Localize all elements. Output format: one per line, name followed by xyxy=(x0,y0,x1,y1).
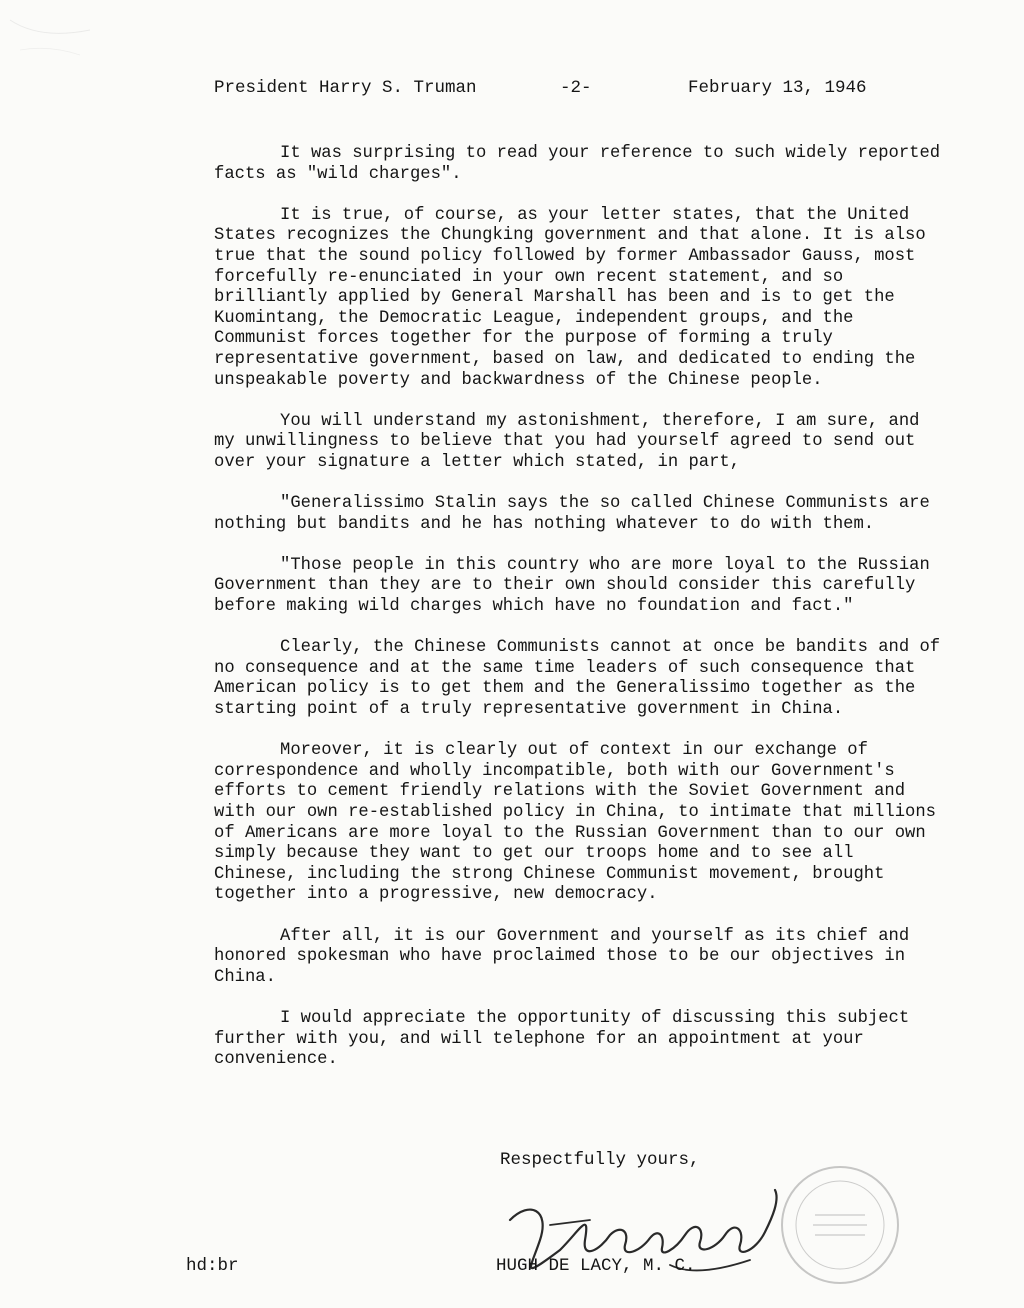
quoted-paragraph: "Those people in this country who are more loyal to the Russian Government than they are to their own should consider this carefully before making wild charges which have no foundation and fact." xyxy=(214,555,930,617)
letter-date: February 13, 1946 xyxy=(688,78,867,98)
closing-salutation: Respectfully yours, xyxy=(500,1150,700,1170)
recipient-line: President Harry S. Truman xyxy=(214,78,477,98)
paragraph: Clearly, the Chinese Communists cannot at once be bandits and of no consequence and at the same time leaders of such consequence that American policy is to get them and the Generalissimo together as the starting point of a truly representative government in China. xyxy=(214,638,941,720)
typist-initials: hd:br xyxy=(186,1256,239,1276)
paragraph: It is true, of course, as your letter states, that the United States recognizes the Chungking government and that alone. It is also true that the sound policy followed by former Ambassador Gauss, most forcefully re-enunciated in your own recent statement, and so brilliantly applied by General Marshall has been and is to get the Kuomintang, the Democratic League, independent groups, and the Communist forces together for the purpose of forming a truly representative government, based on law, and dedicated to ending the unspeakable poverty and backwardness of the Chinese people. xyxy=(214,205,926,390)
quoted-paragraph: "Generalissimo Stalin says the so called Chinese Communists are nothing but bandits and he has nothing whatever to do with them. xyxy=(214,494,930,534)
paper-smudge xyxy=(0,10,120,70)
paragraph: After all, it is our Government and yourself as its chief and honored spokesman who have proclaimed those to be our objectives in China. xyxy=(214,926,910,987)
paragraph: Moreover, it is clearly out of context in our exchange of correspondence and wholly incompatible, both with our Government's efforts to cement friendly relations with the Soviet Government and with our own re-established policy in China, to intimate that millions of Americans are more loyal to the Russian Government than to our own simply because they want to get our troops home and to see all Chinese, including the strong Chinese Communist movement, brought together into a progressive, new democracy. xyxy=(214,741,936,905)
paragraph: I would appreciate the opportunity of discussing this subject further with you, and will telephone for an appointment at your convenience. xyxy=(214,1008,910,1070)
signer-name: HUGH DE LACY, M. C. xyxy=(496,1256,696,1276)
letter-header xyxy=(214,78,874,104)
library-stamp xyxy=(775,1160,905,1290)
paragraph: You will understand my astonishment, therefore, I am sure, and my unwillingness to believe that you had yourself agreed to send out over your signature a letter which stated, in part, xyxy=(214,411,920,472)
paragraph: It was surprising to read your reference to such widely reported facts as "wild charges". xyxy=(214,144,941,184)
page-number: -2- xyxy=(560,78,592,98)
letter-body xyxy=(214,144,944,1091)
